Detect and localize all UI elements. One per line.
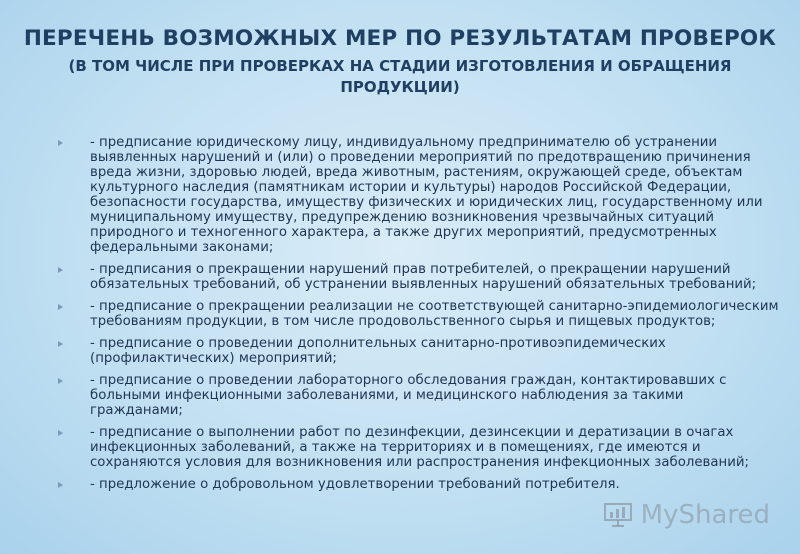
page-title: ПЕРЕЧЕНЬ ВОЗМОЖНЫХ МЕР ПО РЕЗУЛЬТАТАМ ПРОВЕРОК bbox=[23, 26, 777, 51]
measures-list bbox=[58, 135, 780, 499]
bullet-arrow-icon bbox=[58, 304, 63, 310]
list-item-text: - предписание о выполнении работ по дезинфекции, дезинсекции и дератизации в очагах инфекционных заболеваний, а также на территориях и в помещениях, где имеются и сохраняются условия для возникновения или распространения инфекционных заболеваний; bbox=[90, 425, 749, 470]
page-subtitle: (В ТОМ ЧИСЛЕ ПРИ ПРОВЕРКАХ НА СТАДИИ ИЗГОТОВЛЕНИЯ И ОБРАЩЕНИЯ ПРОДУКЦИИ) bbox=[68, 57, 732, 96]
watermark-text: MyShared bbox=[640, 500, 770, 530]
list-item bbox=[58, 373, 780, 418]
list-item-text: - предложение о добровольном удовлетворении требований потребителя. bbox=[90, 477, 620, 492]
list-item bbox=[58, 477, 780, 492]
list-item bbox=[58, 336, 780, 366]
list-item-text: - предписание о проведении лабораторного обследования граждан, контактировавших с больными инфекционными заболеваниями, и медицинского наблюдения за такими гражданами; bbox=[90, 373, 727, 418]
bullet-arrow-icon bbox=[58, 430, 63, 436]
bullet-arrow-icon bbox=[58, 341, 63, 347]
list-item-text: - предписание о проведении дополнительных санитарно-противоэпидемических (профилактических) мероприятий; bbox=[90, 336, 666, 366]
presentation-board-icon bbox=[603, 502, 633, 528]
watermark bbox=[603, 500, 770, 530]
list-item bbox=[58, 299, 780, 329]
bullet-arrow-icon bbox=[58, 482, 63, 488]
list-item-text: - предписания о прекращении нарушений прав потребителей, о прекращении нарушений обязательных требований, об устранении выявленных нарушений обязательных требований; bbox=[90, 262, 757, 292]
bullet-arrow-icon bbox=[58, 267, 63, 273]
list-item-text: - предписание о прекращении реализации не соответствующей санитарно-эпидемиологическим требованиям продукции, в том числе продовольственного сырья и пищевых продуктов; bbox=[90, 299, 779, 329]
list-item bbox=[58, 262, 780, 292]
bullet-arrow-icon bbox=[58, 378, 63, 384]
bullet-arrow-icon bbox=[58, 140, 63, 146]
list-item bbox=[58, 425, 780, 470]
list-item-text: - предписание юридическому лицу, индивидуальному предпринимателю об устранении выявленных нарушений и (или) о проведении мероприятий по предотвращению причинения вреда жизни, здоровью людей, вреда животным, растениям, окружающей среде, объектам культурного наследия (памятникам истории и культуры) народов Российской Федерации, безопасности государства, имуществу физических и юридических лиц, государственному или муниципальному имуществу, предупреждению возникновения чрезвычайных ситуаций природного и техногенного характера, а также других мероприятий, предусмотренных федеральными законами; bbox=[90, 135, 763, 255]
list-item bbox=[58, 135, 780, 255]
